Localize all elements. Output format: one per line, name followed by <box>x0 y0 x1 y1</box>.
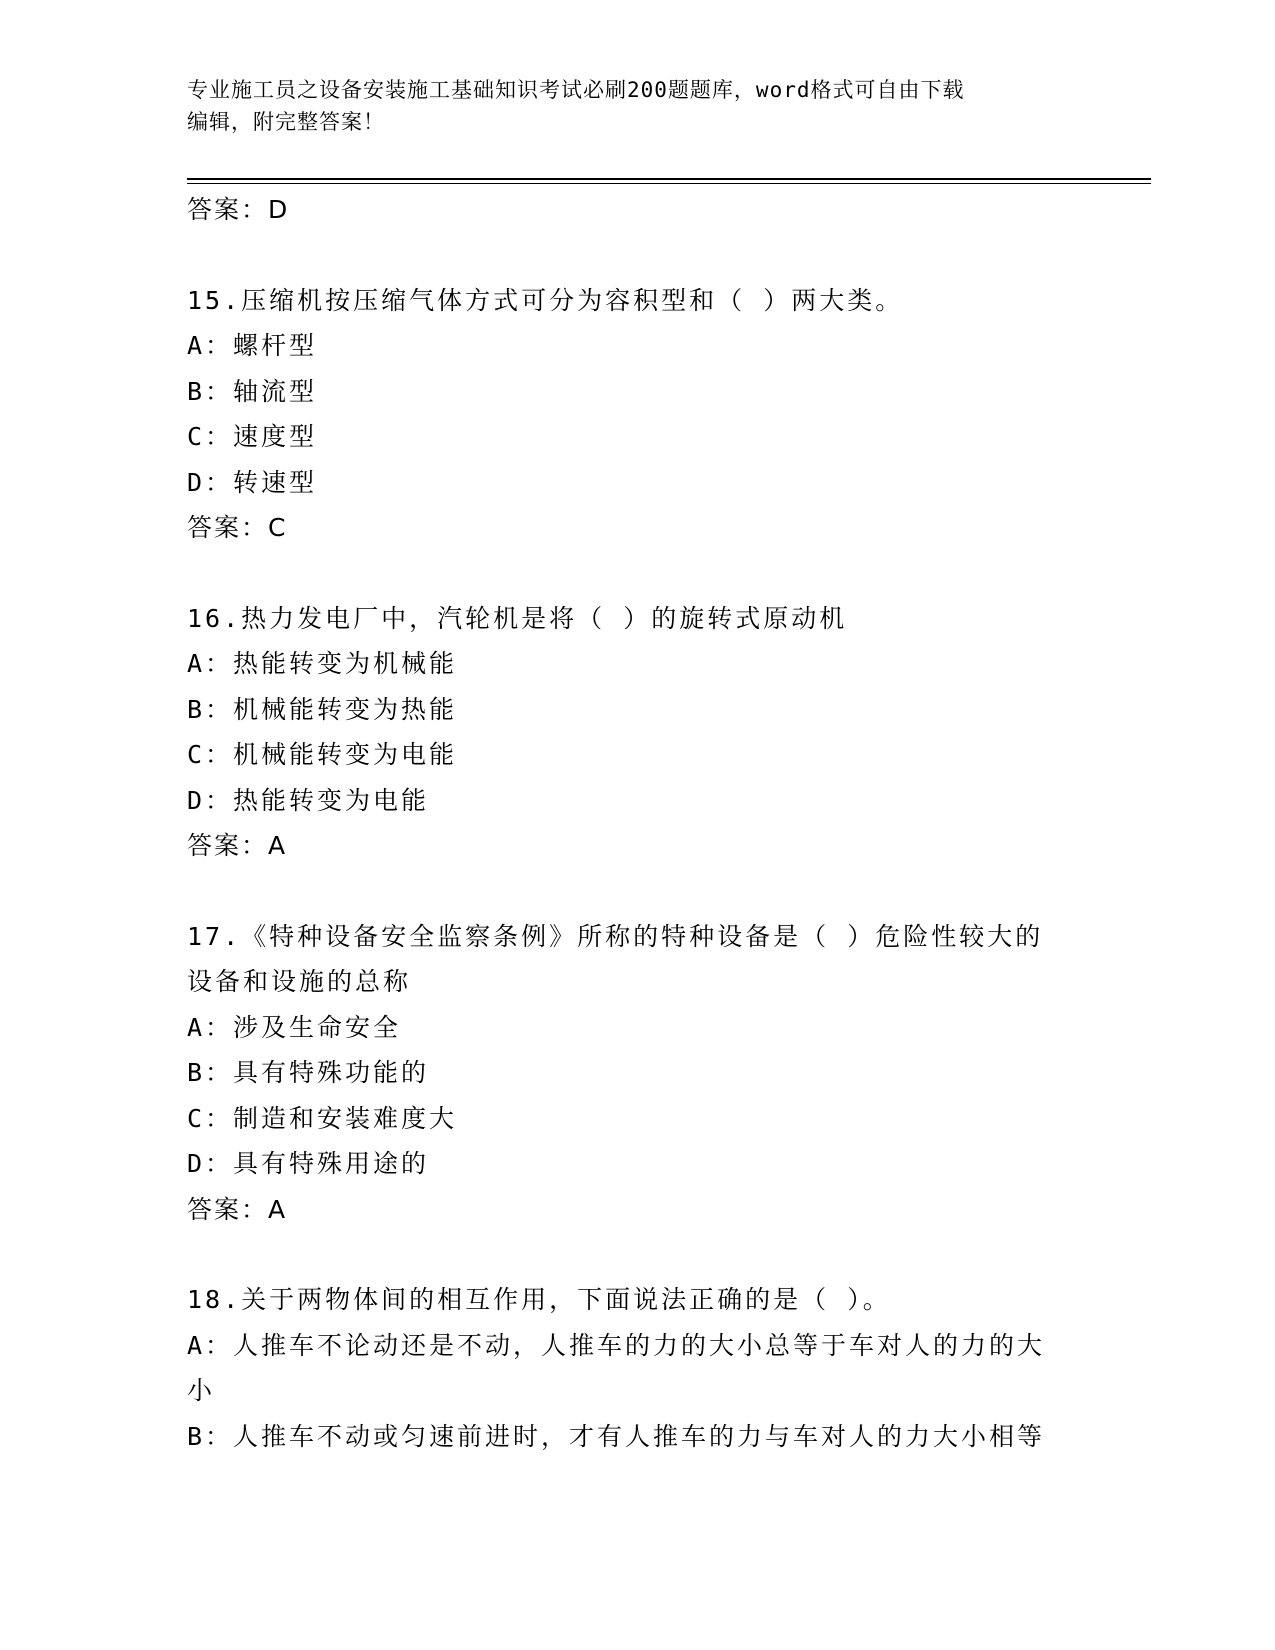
option-a: A：热能转变为机械能 <box>187 649 458 678</box>
question-stem: 18.关于两物体间的相互作用，下面说法正确的是（ ）。 <box>187 1285 891 1314</box>
question-18 <box>187 1277 1087 1459</box>
spacer <box>187 1232 1087 1277</box>
question-stem-continued: 设备和设施的总称 <box>187 967 412 996</box>
spacer <box>187 233 1087 278</box>
question-stem: 15.压缩机按压缩气体方式可分为容积型和（ ）两大类。 <box>187 285 904 315</box>
option-c: C：制造和安装难度大 <box>187 1103 458 1133</box>
option-c: C：机械能转变为电能 <box>187 740 458 769</box>
option-b: B：具有特殊功能的 <box>187 1058 430 1087</box>
question-list <box>187 187 1087 1459</box>
option-d: D：转速型 <box>187 467 318 497</box>
option-d: D：热能转变为电能 <box>187 785 430 815</box>
question-15 <box>187 278 1087 551</box>
spacer <box>187 869 1087 914</box>
option-d: D：具有特殊用途的 <box>187 1149 430 1178</box>
option-a: A：涉及生命安全 <box>187 1012 402 1042</box>
option-a: A：人推车不论动还是不动，人推车的力的大小总等于车对人的力的大 <box>187 1330 1046 1360</box>
option-b: B：轴流型 <box>187 376 318 406</box>
option-b: B：人推车不动或匀速前进时，才有人推车的力与车对人的力大小相等 <box>187 1421 1046 1451</box>
header-divider-thin <box>187 183 1151 184</box>
option-c: C：速度型 <box>187 422 318 451</box>
option-a-continued: 小 <box>187 1376 216 1405</box>
option-a: A：螺杆型 <box>187 331 318 360</box>
spacer <box>187 551 1087 596</box>
header-line-1: 专业施工员之设备安装施工基础知识考试必刷200题题库，word格式可自由下载 <box>187 78 965 102</box>
answer-line: 答案：A <box>187 1194 288 1224</box>
header-line-2: 编辑，附完整答案！ <box>187 110 385 134</box>
answer-line: 答案：A <box>187 831 288 860</box>
option-b: B：机械能转变为热能 <box>187 694 458 724</box>
question-stem: 17.《特种设备安全监察条例》所称的特种设备是（ ）危险性较大的 <box>187 921 1044 951</box>
question-17 <box>187 914 1087 1233</box>
header-divider <box>187 178 1151 180</box>
answer-line: 答案：D <box>187 195 290 224</box>
answer-line: 答案：C <box>187 513 288 542</box>
question-stem: 16.热力发电厂中，汽轮机是将（ ）的旋转式原动机 <box>187 603 848 633</box>
question-16 <box>187 596 1087 869</box>
document-header <box>187 74 1087 138</box>
